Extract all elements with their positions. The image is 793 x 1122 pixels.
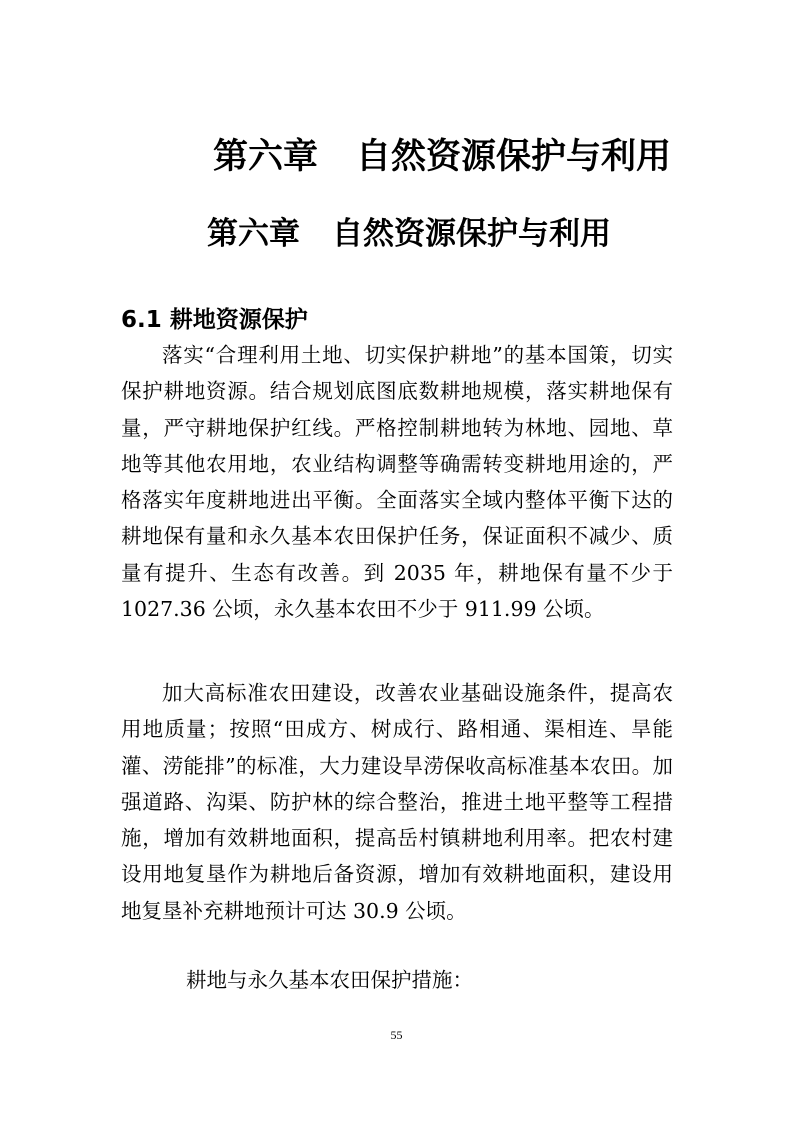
- paragraph-protection-measures: 耕地与永久基本农田保护措施：: [186, 968, 473, 992]
- page-number: 55: [390, 1028, 403, 1042]
- section-heading: 6.1 耕地资源保护: [121, 307, 308, 333]
- paragraph-high-standard-farmland: 加大高标准农田建设，改善农业基础设施条件，提高农用地质量；按照“田成方、树成行、路相通、渠相连、旱能灌、涝能排”的标准，大力建设旱涝保收高标准基本农田。加强道路、沟渠、防护林的综合整治，推进土地平整等工程措施，增加有效耕地面积，提高岳村镇耕地利用率。把农村建设用地复垦作为耕地后备资源，增加有效耕地面积，建设用地复垦补充耕地预计可达 30.9 公顷。: [121, 681, 673, 923]
- chapter-number: 第六章: [213, 137, 319, 178]
- chapter-subtitle-number: 第六章: [207, 215, 300, 252]
- chapter-name: 自然资源保护与利用: [356, 137, 672, 178]
- chapter-title: [213, 137, 671, 177]
- paragraph-farmland-protection: 落实“合理利用土地、切实保护耕地”的基本国策，切实保护耕地资源。结合规划底图底数耕地规模，落实耕地保有量，严守耕地保护红线。严格控制耕地转为林地、园地、草地等其他农用地，农业结构调整等确需转变耕地用途的，严格落实年度耕地进出平衡。全面落实全域内整体平衡下达的耕地保有量和永久基本农田保护任务，保证面积不减少、质量有提升、生态有改善。到 2035 年，耕地保有量不少于 1027.36 公顷，永久基本农田不少于 911.99 公顷。: [121, 343, 673, 622]
- chapter-subtitle: [207, 214, 611, 254]
- chapter-subtitle-name: 自然资源保护与利用: [332, 215, 611, 252]
